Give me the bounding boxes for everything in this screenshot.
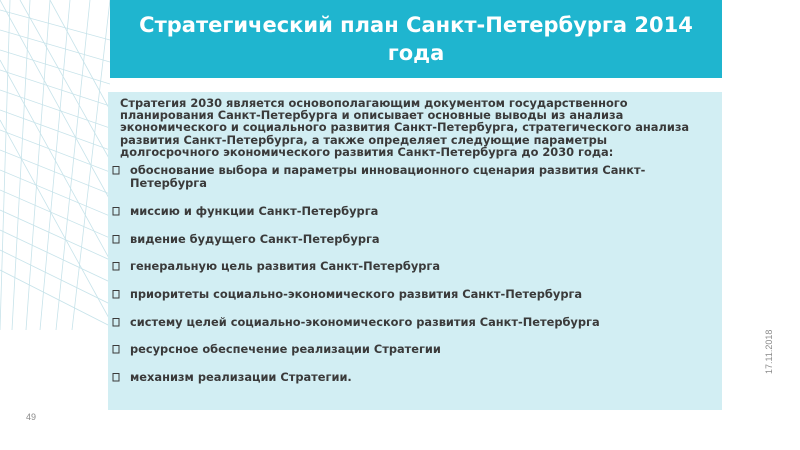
content-box bbox=[108, 92, 722, 410]
list-item-text: механизм реализации Стратегии. bbox=[130, 369, 352, 384]
list-item bbox=[120, 343, 710, 356]
list-item bbox=[120, 233, 710, 246]
list-item-text: миссию и функции Санкт-Петербурга bbox=[130, 204, 379, 219]
hollow-square-bullet-icon bbox=[112, 234, 121, 245]
list-item bbox=[120, 371, 710, 384]
hollow-square-bullet-icon bbox=[112, 261, 121, 272]
intro-paragraph: Стратегия 2030 является основополагающим документом государственного планирования Санкт-Петербурга и описывает основные выводы из анализа экономического и социального развития Санкт-Петербурга, стратегического анализа развития Санкт-Петербурга, а также определяет следующие параметры долгосрочного экономического развития Санкт-Петербурга до 2030 года: bbox=[120, 96, 690, 159]
slide-title: Стратегический план Санкт-Петербурга 2014 года bbox=[139, 13, 693, 65]
list-item-text: систему целей социально-экономического развития Санкт-Петербурга bbox=[130, 314, 600, 329]
bullet-list bbox=[120, 164, 710, 383]
slide-date: 17.11.2018 bbox=[764, 329, 774, 374]
list-item bbox=[120, 164, 710, 189]
wireframe-grid-decoration bbox=[0, 0, 110, 330]
list-item bbox=[120, 288, 710, 301]
list-item bbox=[120, 316, 710, 329]
hollow-square-bullet-icon bbox=[112, 344, 121, 355]
list-item-text: ресурсное обеспечение реализации Стратегии bbox=[130, 342, 441, 357]
list-item bbox=[120, 260, 710, 273]
list-item-text: генеральную цель развития Санкт-Петербурга bbox=[130, 259, 441, 274]
list-item-text: обоснование выбора и параметры инновационного сценария развития Санкт-Петербурга bbox=[130, 163, 646, 190]
hollow-square-bullet-icon bbox=[112, 206, 121, 217]
hollow-square-bullet-icon bbox=[112, 317, 121, 328]
list-item-text: видение будущего Санкт-Петербурга bbox=[130, 231, 380, 246]
hollow-square-bullet-icon bbox=[112, 289, 121, 300]
hollow-square-bullet-icon bbox=[112, 165, 121, 176]
page-number: 49 bbox=[26, 412, 37, 422]
title-bar bbox=[110, 0, 722, 78]
hollow-square-bullet-icon bbox=[112, 372, 121, 383]
list-item-text: приоритеты социально-экономического развития Санкт-Петербурга bbox=[130, 286, 583, 301]
list-item bbox=[120, 205, 710, 218]
